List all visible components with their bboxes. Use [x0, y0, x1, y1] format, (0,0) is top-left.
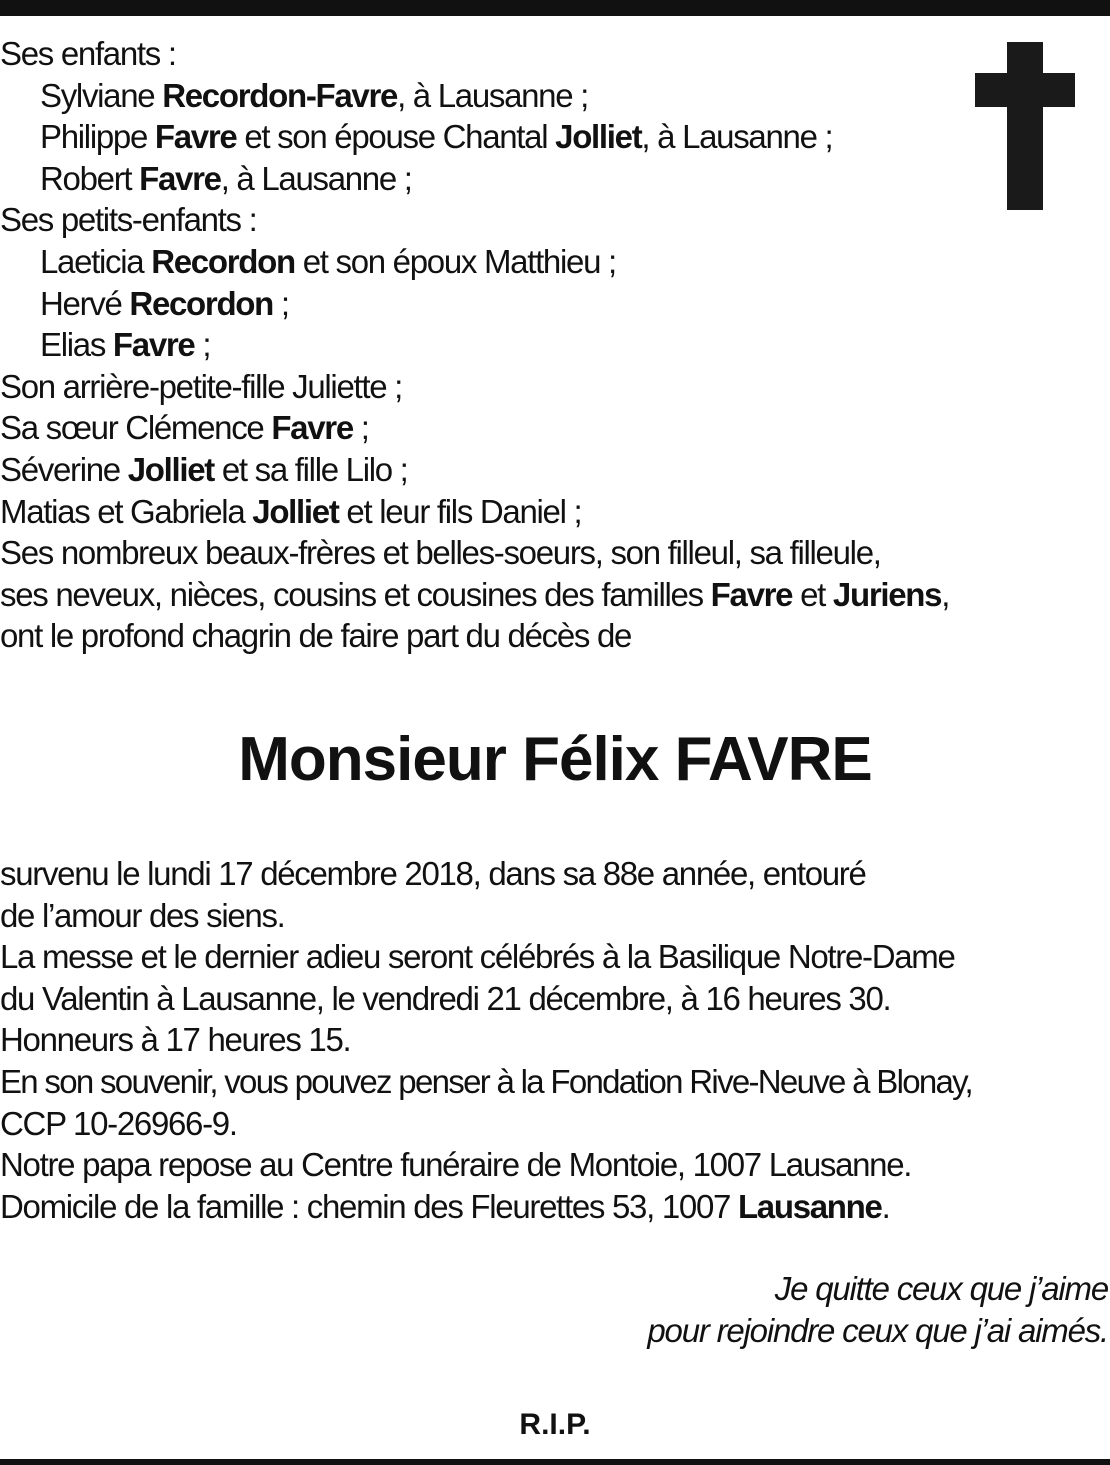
details-line: Honneurs à 17 heures 15.	[0, 1021, 351, 1059]
relative-line: Matias et Gabriela Jolliet et leur fils Daniel ;	[0, 492, 582, 530]
details-line: survenu le lundi 17 décembre 2018, dans sa 88e année, entouré	[0, 855, 866, 892]
children-label: Ses enfants :	[0, 35, 176, 72]
details-line: de l’amour des siens.	[0, 896, 285, 934]
great-grandchild-line: Son arrière-petite-fille Juliette ;	[0, 367, 403, 405]
bottom-rule	[0, 1459, 1110, 1465]
sister-line: Sa sœur Clémence Favre ;	[0, 409, 369, 447]
details-line: du Valentin à Lausanne, le vendredi 21 décembre, à 16 heures 30.	[0, 979, 891, 1017]
quote-line: pour rejoindre ceux que j’ai aimés.	[647, 1311, 1108, 1349]
details-line: En son souvenir, vous pouvez penser à la Fondation Rive-Neuve à Blonay,	[0, 1062, 973, 1100]
grandchildren-label: Ses petits-enfants :	[0, 201, 257, 239]
details-block	[0, 853, 1110, 1227]
rip-label: R.I.P.	[519, 1408, 591, 1441]
quote-line: Je quitte ceux que j’aime	[774, 1270, 1108, 1307]
grandchild-line: Hervé Recordon ;	[40, 284, 289, 322]
child-line: Sylviane Recordon-Favre, à Lausanne ;	[40, 76, 589, 114]
child-line: Robert Favre, à Lausanne ;	[40, 159, 412, 197]
address-line: Domicile de la famille : chemin des Fleurettes 53, 1007 Lausanne.	[0, 1187, 890, 1225]
grandchild-line: Laeticia Recordon et son époux Matthieu ;	[40, 242, 616, 280]
extended-family-line: Ses nombreux beaux-frères et belles-soeurs, son filleul, sa filleule,	[0, 534, 881, 572]
announcement-line: ont le profond chagrin de faire part du décès de	[0, 617, 632, 655]
grandchild-line: Elias Favre ;	[40, 326, 211, 364]
quote-block	[408, 1268, 1108, 1351]
details-line: Notre papa repose au Centre funéraire de Montoie, 1007 Lausanne.	[0, 1146, 912, 1184]
top-rule	[0, 0, 1110, 16]
deceased-name: Monsieur Félix FAVRE	[238, 725, 872, 794]
relative-line: Séverine Jolliet et sa fille Lilo ;	[0, 450, 408, 488]
extended-family-line: ses neveux, nièces, cousins et cousines des familles Favre et Juriens,	[0, 575, 950, 613]
details-line: CCP 10-26966-9.	[0, 1104, 237, 1142]
child-line: Philippe Favre et son épouse Chantal Jolliet, à Lausanne ;	[40, 118, 833, 156]
family-list	[0, 33, 1000, 657]
details-line: La messe et le dernier adieu seront célébrés à la Basilique Notre-Dame	[0, 938, 955, 976]
